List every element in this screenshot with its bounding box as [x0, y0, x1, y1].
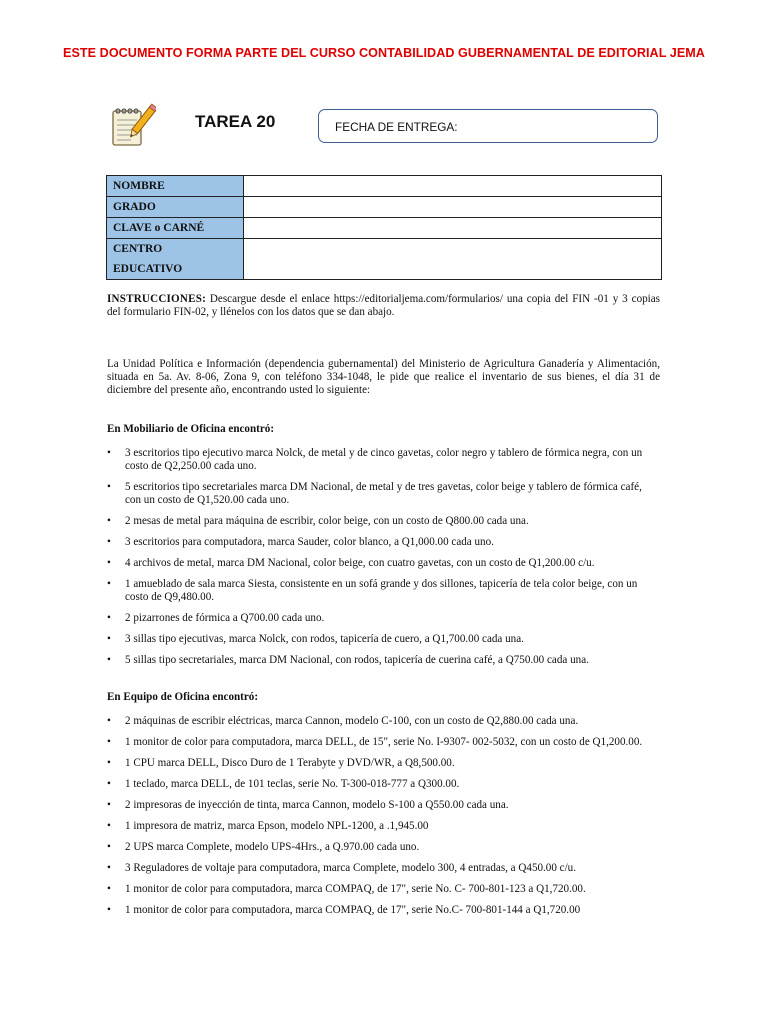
centro-label-line1: CENTRO: [113, 243, 163, 255]
nombre-label: NOMBRE: [107, 176, 244, 197]
list-item: • 2 UPS marca Complete, modelo UPS-4Hrs., a Q.970.00 cada uno.: [107, 841, 660, 854]
list-item: • 2 impresoras de inyección de tinta, marca Cannon, modelo S-100 a Q550.00 cada una.: [107, 799, 660, 812]
instructions-paragraph: [107, 293, 660, 319]
mobiliario-list: [107, 447, 660, 667]
grado-field[interactable]: [244, 197, 662, 218]
due-date-label: FECHA DE ENTREGA:: [335, 120, 458, 134]
grado-label: GRADO: [107, 197, 244, 218]
instructions-label: INSTRUCCIONES:: [107, 293, 206, 305]
list-item: • 3 sillas tipo ejecutivas, marca Nolck, con rodos, tapicería de cuero, a Q1,700.00 cada una.: [107, 633, 660, 646]
intro-paragraph: La Unidad Política e Información (dependencia gubernamental) del Ministerio de Agricultura Ganadería y Alimentación, situada en 5a. Av. 8-06, Zona 9, con teléfono 334-1048, le pide que realice el inventario de sus bienes, el día 31 de diciembre del presente año, encontrando usted lo siguiente:: [107, 358, 660, 396]
clave-label: CLAVE o CARNÉ: [107, 218, 244, 239]
list-item: • 2 pizarrones de fórmica a Q700.00 cada uno.: [107, 612, 660, 625]
list-item: • 1 monitor de color para computadora, marca COMPAQ, de 17", serie No. C- 700-801-123 a Q1,720.00.: [107, 883, 660, 896]
list-item: • 4 archivos de metal, marca DM Nacional, color beige, con cuatro gavetas, con un costo de Q1,200.00 c/u.: [107, 557, 660, 570]
nombre-field[interactable]: [244, 176, 662, 197]
list-item: • 1 monitor de color para computadora, marca COMPAQ, de 17", serie No.C- 700-801-144 a Q1,720.00: [107, 904, 660, 917]
list-item: • 3 escritorios para computadora, marca Sauder, color blanco, a Q1,000.00 cada uno.: [107, 536, 660, 549]
page-title: TAREA 20: [195, 112, 276, 131]
due-date-box: [318, 109, 658, 143]
list-item: • 5 sillas tipo secretariales, marca DM Nacional, con rodos, tapicería de cuerina café, a Q750.00 cada una.: [107, 654, 660, 667]
table-row: [107, 176, 662, 197]
list-item: • 1 teclado, marca DELL, de 101 teclas, serie No. T-300-018-777 a Q300.00.: [107, 778, 660, 791]
document-body: [107, 293, 660, 925]
list-item: • 5 escritorios tipo secretariales marca DM Nacional, de metal y de tres gavetas, color beige y tablero de fórmica café, con un costo de Q1,520.00 cada uno.: [107, 481, 660, 507]
list-item: • 1 impresora de matriz, marca Epson, modelo NPL-1200, a .1,945.00: [107, 820, 660, 833]
clave-field[interactable]: [244, 218, 662, 239]
equipo-list: [107, 715, 660, 917]
list-item: • 3 escritorios tipo ejecutivo marca Nolck, de metal y de cinco gavetas, color negro y tablero de fórmica negra, con un costo de Q2,250.00 cada uno.: [107, 447, 660, 473]
centro-field[interactable]: [244, 239, 662, 280]
course-banner: ESTE DOCUMENTO FORMA PARTE DEL CURSO CONTABILIDAD GUBERNAMENTAL DE EDITORIAL JEMA: [63, 46, 705, 60]
list-item: • 1 monitor de color para computadora, marca DELL, de 15", serie No. I-9307- 002-5032, con un costo de Q1,200.00.: [107, 736, 660, 749]
instructions-text: Descargue desde el enlace https://editorialjema.com/formularios/ una copia del FIN -01 y 3 copias del formulario FIN-02, y llénelos con los datos que se dan abajo.: [107, 293, 660, 318]
list-item: • 3 Reguladores de voltaje para computadora, marca Complete, modelo 300, 4 entradas, a Q450.00 c/u.: [107, 862, 660, 875]
list-item: • 1 CPU marca DELL, Disco Duro de 1 Terabyte y DVD/WR, a Q8,500.00.: [107, 757, 660, 770]
centro-label: [107, 239, 244, 280]
table-row: [107, 197, 662, 218]
list-item: • 2 mesas de metal para máquina de escribir, color beige, con un costo de Q800.00 cada una.: [107, 515, 660, 528]
section-heading-mobiliario: En Mobiliario de Oficina encontró:: [107, 423, 275, 435]
table-row: [107, 218, 662, 239]
centro-label-line2: EDUCATIVO: [113, 263, 183, 275]
table-row: [107, 239, 662, 280]
student-info-table: [106, 175, 662, 280]
notepad-pencil-icon: [106, 100, 156, 150]
section-heading-equipo: En Equipo de Oficina encontró:: [107, 691, 259, 703]
list-item: • 1 amueblado de sala marca Siesta, consistente en un sofá grande y dos sillones, tapicería de tela color beige, con un costo de Q9,480.00.: [107, 578, 660, 604]
list-item: • 2 máquinas de escribir eléctricas, marca Cannon, modelo C-100, con un costo de Q2,880.00 cada una.: [107, 715, 660, 728]
